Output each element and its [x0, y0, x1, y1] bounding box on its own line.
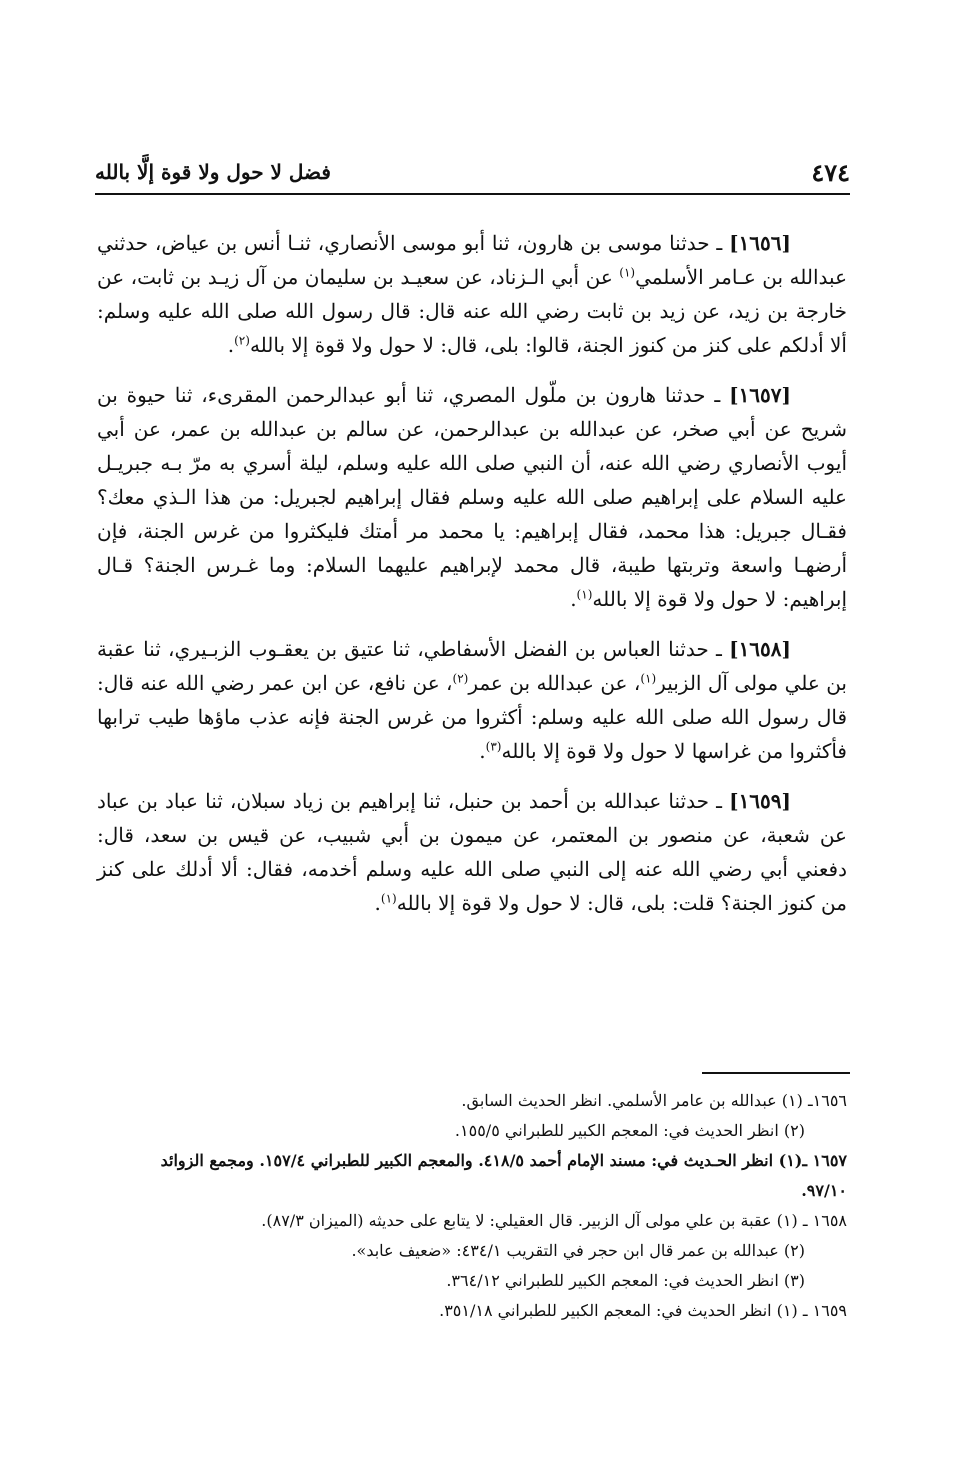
footnote-ref: (٣) — [485, 739, 502, 754]
page-header — [95, 158, 850, 188]
hadith-number: [١٦٥٨] — [729, 637, 791, 661]
footnote-1658-3: (٣) انظر الحديث في: المعجم الكبير للطبراني ٣٦٤/١٢. — [446, 1271, 805, 1290]
footnote-1657-1-cont: ٩٧/١٠. — [801, 1181, 847, 1200]
footnotes — [97, 1086, 847, 1326]
hadith-text: . — [227, 333, 235, 357]
hadith-number: [١٦٥٧] — [729, 383, 791, 407]
hadith-text: . — [570, 587, 577, 611]
hadith-number: [١٦٥٦] — [729, 231, 791, 255]
footnote-1656-2: (٢) انظر الحديث في: المعجم الكبير للطبراني ١٥٥/٥. — [454, 1121, 805, 1140]
hadith-text: ـ حدثنا هارون بن ملّول المصري، ثنا أبو عبدالرحمن المقرىء، ثنا حيوة بن شريح عن أبي صخر، عن عبدالله بن عبدالرحمن، عن سالم بن عبدالله بن عمر، عن أبي أيوب الأنصاري رضي الله عنه، أن النبي صلى الله عليه وسلم، ليلة أسري به مرّ بـه جبريـل عليه السلام على إبراهيم صلى الله عليه وسلم فقال إبراهيم لجبريل: من هذا الـذي معك؟ فقـال جبريل: هذا محمد، فقال إبراهيم: يا محمد مر أمتك فليكثروا من غرس الجنة، فإن أرضهـا واسعة وتربتها طيبة، قال محمد لإبراهيم عليهما السلام: وما غـرس الجنة؟ قـال إبراهيم: لا حول ولا قوة إلا بالله — [97, 383, 847, 611]
hadith-text: ، عن عبدالله بن عمر — [468, 671, 641, 695]
footnote-ref: (١) — [380, 891, 397, 906]
footnote-ref: (١) — [576, 587, 593, 602]
main-text — [97, 226, 847, 936]
hadith-1658 — [97, 632, 847, 768]
hadith-number: [١٦٥٩] — [729, 789, 791, 813]
footnote-ref: (١) — [640, 671, 657, 686]
hadith-text: ـ حدثنا عبدالله بن أحمد بن حنبل، ثنا إبراهيم بن زياد سبلان، ثنا عباد بن عباد عن شعبة، عن منصور بن المعتمر، عن ميمون بن أبي شبيب، عن قيس بن سعد، قال: دفعني أبي رضي الله عنه إلى النبي صلى الله عليه وسلم أخدمه، فقال: ألا أدلك على كنز من كنوز الجنة؟ قلت: بلى، قال: لا حول ولا قوة إلا بالله — [97, 789, 847, 915]
footnote-1656-1: ١٦٥٦ـ (١) عبدالله بن عامر الأسلمي. انظر الحديث السابق. — [461, 1091, 847, 1110]
footnote-divider — [702, 1072, 850, 1074]
footnote-ref: (٢) — [452, 671, 469, 686]
footnote-ref: (١) — [619, 265, 636, 280]
hadith-text: عن أبي الـزناد، عن سعيـد بن سليمان من آل زيـد بن ثابت، عن خارجة بن زيد، عن زيد بن ثابت رضي الله عنه قال: قال رسول الله صلى الله عليه وسلم: ألا أدلكم على كنز من كنوز الجنة، قالوا: بلى، قال: لا حول ولا قوة إلا بالله — [97, 265, 847, 357]
hadith-1659 — [97, 784, 847, 920]
header-divider — [95, 193, 850, 195]
hadith-1656 — [97, 226, 847, 362]
footnote-1657-1: ١٦٥٧ ـ(١) انظر الحـديث في: مسند الإمام أحمد ٤١٨/٥. والمعجم الكبير للطبراني ١٥٧/٤. ومجمع الزوائد — [160, 1151, 847, 1170]
footnote-ref: (٢) — [234, 333, 250, 348]
hadith-1657 — [97, 378, 847, 616]
footnote-1658-1: ١٦٥٨ ـ (١) عقبة بن علي مولى آل الزبير. قال العقيلي: لا يتابع على حديثه (الميزان ٨٧/٣). — [261, 1211, 847, 1230]
running-title: فضل لا حول ولا قوة إلَّا بالله — [95, 160, 331, 184]
hadith-text: ـ حدثنا موسى بن هارون، ثنا أبو موسى الأنصاري، ثنـا أنس بن عياض، حدثني عبدالله بن عـامر الأسلمي — [97, 231, 848, 289]
footnote-1659-1: ١٦٥٩ ـ (١) انظر الحديث في: المعجم الكبير للطبراني ٣٥١/١٨. — [439, 1301, 847, 1320]
footnote-1658-2: (٢) عبدالله بن عمر قال ابن حجر في التقريب ٤٣٤/١: «ضعيف عابد». — [351, 1241, 805, 1260]
hadith-text: . — [374, 891, 381, 915]
hadith-text: ، عن نافع، عن ابن عمر رضي الله عنه قال: قال رسول الله صلى الله عليه وسلم: أكثروا من غرس الجنة فإنه عذب ماؤها طيب ترابها فأكثروا من غراسها لا حول ولا قوة إلا بالله — [97, 671, 847, 763]
page-number: ٤٧٤ — [811, 158, 850, 187]
hadith-text: ـ حدثنا العباس بن الفضل الأسفاطي، ثنا عتيق بن يعقـوب الزبـيري، ثنا عقبة بن علي مولى آل الزبير — [97, 637, 847, 695]
hadith-text: . — [479, 739, 486, 763]
